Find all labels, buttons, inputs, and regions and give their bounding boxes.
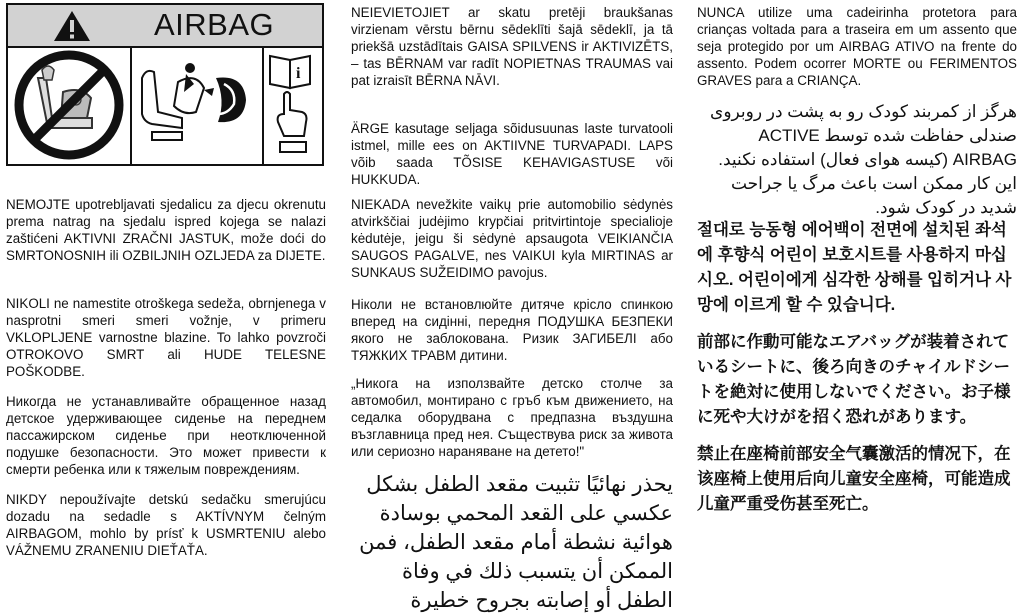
warning-chinese: 禁止在座椅前部安全气囊激活的情况下，在该座椅上使用后向儿童安全座椅，可能造成儿童严重受伤甚至死亡。 — [697, 445, 1011, 513]
warning-korean: 절대로 능동형 에어백이 전면에 설치된 좌석에 후향식 어린이 보호시트를 사용하지 마십시오. 어린이에게 심각한 상해를 입히거나 사망에 이르게 할 수 있습니다. — [697, 221, 1012, 314]
warning-japanese: 前部に作動可能なエアバッグが装着されているシートに、後ろ向きのチャイルドシートを絶対に使用しないでください。お子様に死や大けがを招く恐れがあります。 — [697, 333, 1011, 426]
warning-persian: هرگز از کمربند کودک رو به پشت در روبروی صندلی حفاظت شده توسط ACTIVE AIRBAG (کیسه هوای فعال) استفاده نکنید. این کار ممکن است باعث مرگ یا جراحت شدید در کودک شود. — [710, 102, 1017, 217]
label-title: AIRBAG — [154, 7, 275, 42]
read-manual-panel — [264, 48, 322, 164]
airbag-deploy-panel — [132, 48, 264, 164]
warning-slovenian: NIKOLI ne namestite otroškega sedeža, obrnjenega v nasprotni smeri smeri vožnje, v primeru VKLOPLJENE varnostne blazine. To lahko povzroči OTROKOVO SMRT ali HUDE TELESNE POŠKODBE. — [6, 296, 326, 379]
no-rear-facing-child-seat-icon — [8, 149, 130, 166]
warning-portuguese: NUNCA utilize uma cadeirinha protetora para crianças voltada para a traseira em um assento que seja protegido por um AIRBAG ATIVO na frente do assento. Podem ocorrer MORTE ou FERIMENTOS GRAVES para a CRIANÇA. — [697, 5, 1017, 88]
svg-text:i: i — [296, 65, 301, 82]
label-header — [8, 5, 322, 48]
warning-bulgarian: „Никога на използвайте детско столче за автомобил, монтирано с гръб към движението, на седалка оборудвана с предпазна въздушна възглавница пред нея. Съществува риск за живота или сериозно нараняване на детето!" — [351, 376, 673, 459]
warning-ukrainian: Ніколи не встановлюйте дитяче крісло спинкою вперед на сидінні, передня ПОДУШКА БЕЗПЕКИ якого не заблокована. Ризик ЗАГИБЕЛІ або ТЯЖКИХ ТРАВМ дитини. — [351, 297, 673, 363]
airbag-warning-label — [6, 3, 324, 166]
warning-triangle-icon — [52, 9, 92, 48]
warning-arabic: يحذر نهائيًا تثبيت مقعد الطفل بشكل عكسي على القعد المحمي بوسادة هوائية نشطة أمام مقعد الطفل، فمن الممكن أن يتسبب ذلك في وفاة الطفل أو إصابته بجروح خطيرة — [359, 473, 673, 612]
airbag-deploy-icon — [132, 149, 262, 166]
warning-russian: Никогда не устанавливайте обращенное назад детское удерживающее сиденье на переднем пассажирском сиденье при неотключенной подушке безопасности. Это может привести к смерти ребенка или к тяжелым повреждениям. — [6, 394, 326, 477]
warning-croatian: NEMOJTE upotrebljavati sjedalicu za djecu okrenutu prema natrag na sjedalu ispred kojega se nalazi zaštićeni AKTIVNI ZRAČNI JASTUK, može doći do SMRTONOSNIH ili OZBILJNIH OZLJEDA za DIJETE. — [6, 197, 326, 263]
warning-latvian: NEIEVIETOJIET ar skatu pretēji braukšanas virzienam vērstu bērnu sēdeklīti šajā sēdeklī, ja tā priekšā uzstādītais GAISA SPILVENS ir AKTIVIZĒTS, – tas BĒRNAM var radīt NOPIETNAS TRAUMAS vai pat izraisīt BĒRNA NĀVI. — [351, 5, 673, 88]
warning-estonian: ÄRGE kasutage seljaga sõidusuunas laste turvatooli istmel, mille ees on AKTIIVNE TURVAPADI. LAPS võib saada TÕSISE KEHAVIGASTUSE või HUKKUDA. — [351, 121, 673, 187]
read-manual-icon — [264, 65, 320, 166]
warning-lithuanian: NIEKADA nevežkite vaikų prie automobilio sėdynės atvirkščiai judėjimo krypčiai pritvirtintoje specialioje kėdutėje, jeigu ši sėdynė apsaugota VEIKIANČIA SAUGOS PAGALVE, nes VAIKUI kyla MIRTINAS ar SUNKAUS SUŽEIDIMO pavojus. — [351, 197, 673, 280]
warning-slovak: NIKDY nepoužívajte detskú sedačku smerujúcu dozadu na sedadle s AKTÍVNYM čelným AIRBAGOM, mohlo by prísť k USMRTENIU alebo VÁŽNEMU ZRANENIU DIEŤAŤA. — [6, 492, 326, 558]
no-rear-facing-seat-panel — [8, 48, 132, 164]
